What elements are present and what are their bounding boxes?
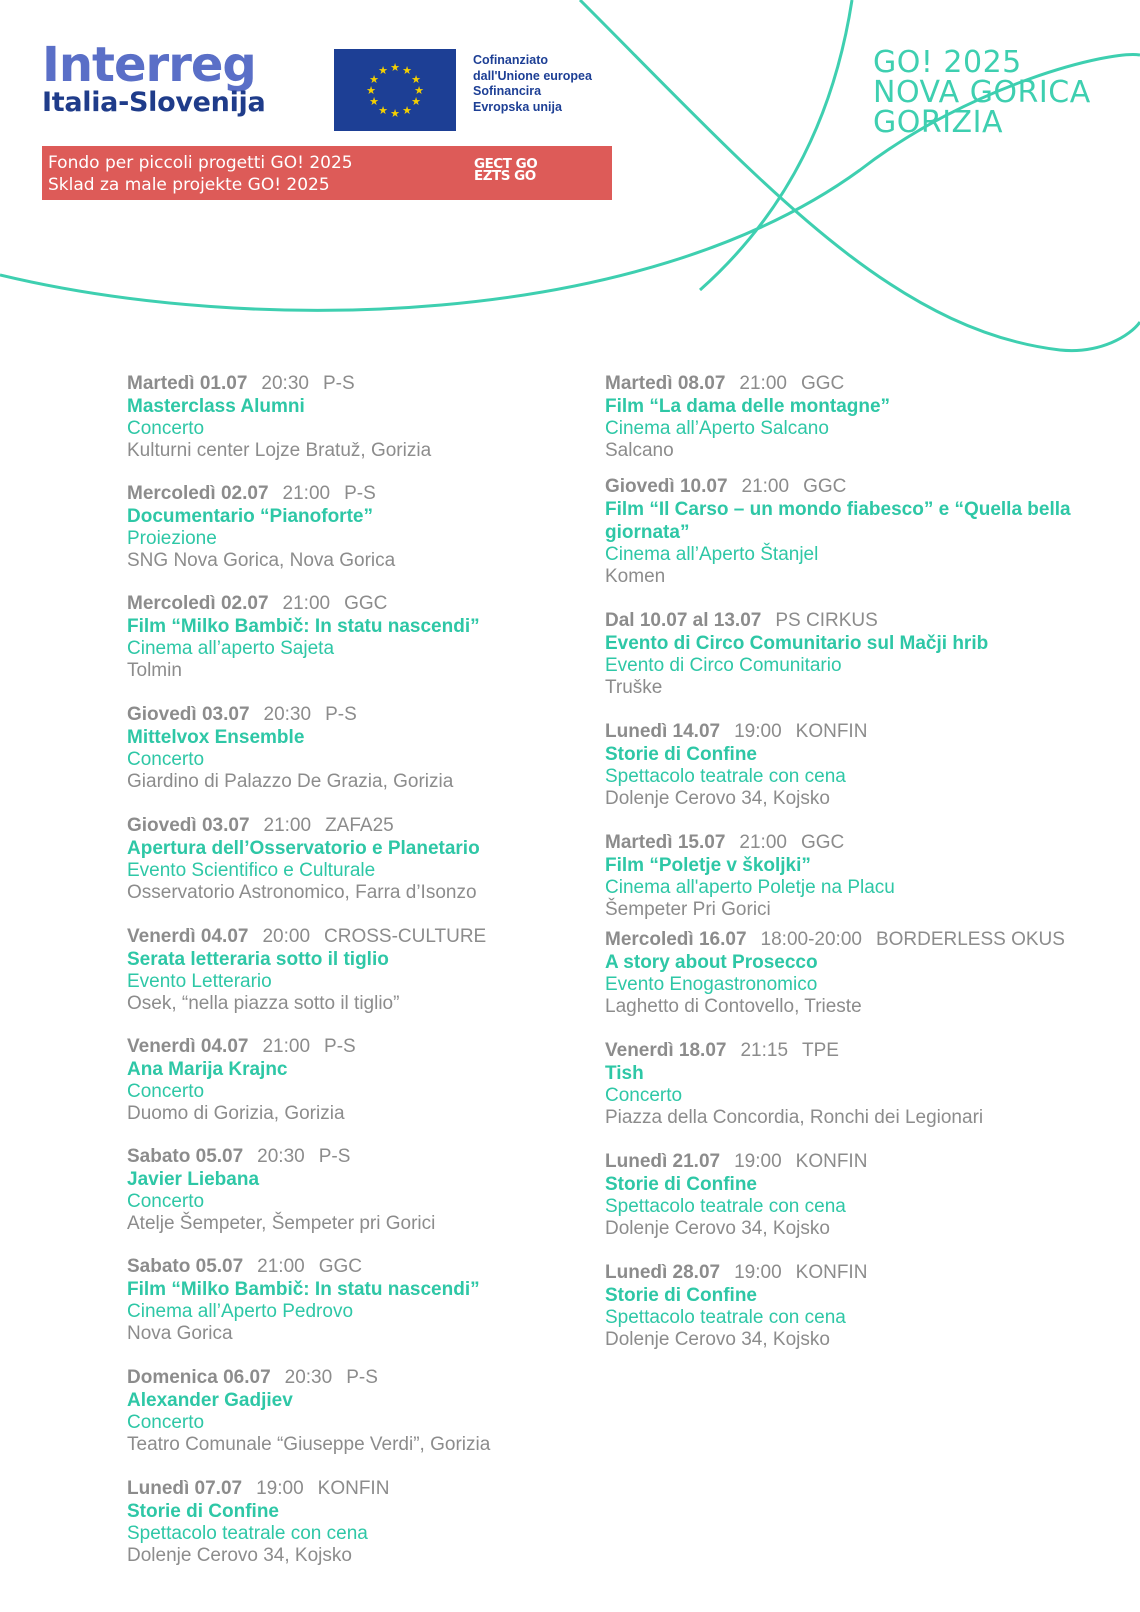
event-meta bbox=[605, 1040, 1105, 1062]
event-time: 21:00 bbox=[739, 373, 787, 394]
event-title: Tish bbox=[605, 1063, 644, 1084]
event-item bbox=[605, 1262, 1105, 1351]
event-date: Venerdì 04.07 bbox=[127, 1036, 249, 1057]
event-time: 21:00 bbox=[282, 593, 331, 614]
event-meta bbox=[605, 476, 1105, 498]
event-item bbox=[127, 704, 607, 793]
event-meta bbox=[127, 1036, 607, 1058]
event-code: KONFIN bbox=[317, 1478, 390, 1499]
event-title: Film “Milko Bambič: In statu nascendi” bbox=[127, 616, 480, 637]
event-code: CROSS-CULTURE bbox=[324, 926, 487, 947]
event-place: Dolenje Cerovo 34, Kojsko bbox=[605, 1329, 830, 1350]
event-place: Kulturni center Lojze Bratuž, Gorizia bbox=[127, 440, 432, 461]
event-type: Spettacolo teatrale con cena bbox=[127, 1523, 368, 1544]
event-code: P-S bbox=[318, 1146, 351, 1167]
event-item bbox=[127, 815, 607, 904]
event-date: Martedì 01.07 bbox=[127, 373, 248, 394]
event-date: Martedì 08.07 bbox=[605, 373, 726, 394]
event-place: Dolenje Cerovo 34, Kojsko bbox=[605, 788, 830, 809]
event-time: 21:00 bbox=[263, 815, 312, 836]
event-type: Concerto bbox=[127, 1081, 205, 1102]
event-item bbox=[127, 1256, 607, 1345]
event-date: Venerdì 04.07 bbox=[127, 926, 249, 947]
event-item bbox=[127, 593, 607, 682]
event-place: Šempeter Pri Gorici bbox=[605, 899, 771, 920]
event-code: KONFIN bbox=[795, 1151, 868, 1172]
event-title: Storie di Confine bbox=[605, 1174, 757, 1195]
event-title: Storie di Confine bbox=[605, 744, 757, 765]
event-item bbox=[605, 1151, 1105, 1240]
event-time: 20:30 bbox=[284, 1367, 333, 1388]
interreg-logo bbox=[42, 38, 312, 118]
event-meta bbox=[605, 1151, 1105, 1173]
event-place: Giardino di Palazzo De Grazia, Gorizia bbox=[127, 771, 454, 792]
event-date: Giovedì 03.07 bbox=[127, 704, 250, 725]
event-time: 21:00 bbox=[741, 476, 790, 497]
event-time: 19:00 bbox=[734, 721, 782, 742]
event-type: Cinema all’aperto Sajeta bbox=[127, 638, 335, 659]
event-meta bbox=[605, 373, 1105, 395]
event-item bbox=[605, 721, 1105, 810]
event-date: Sabato 05.07 bbox=[127, 1146, 244, 1167]
event-meta bbox=[605, 832, 1105, 854]
svg-text:★: ★ bbox=[411, 73, 421, 86]
event-title: Film “La dama delle montagne” bbox=[605, 396, 891, 417]
event-type: Concerto bbox=[127, 749, 205, 770]
event-meta bbox=[127, 704, 607, 726]
event-place: Duomo di Gorizia, Gorizia bbox=[127, 1103, 345, 1124]
event-item bbox=[127, 373, 607, 462]
event-date: Lunedì 14.07 bbox=[605, 721, 721, 742]
event-type: Concerto bbox=[127, 1191, 205, 1212]
event-place: Truške bbox=[605, 677, 663, 698]
events-column-right bbox=[605, 373, 1105, 1351]
event-item bbox=[605, 832, 1105, 921]
svg-text:★: ★ bbox=[411, 95, 421, 108]
event-place: Nova Gorica bbox=[127, 1323, 233, 1344]
event-time: 19:00 bbox=[256, 1478, 304, 1499]
svg-text:★: ★ bbox=[390, 61, 400, 74]
event-meta bbox=[605, 929, 1105, 951]
event-date: Lunedì 07.07 bbox=[127, 1478, 243, 1499]
event-code: P-S bbox=[325, 704, 357, 725]
event-title: Ana Marija Krajnc bbox=[127, 1059, 288, 1080]
event-item bbox=[127, 1367, 607, 1456]
event-title: Alexander Gadjiev bbox=[127, 1390, 293, 1411]
event-title: Film “Il Carso – un mondo fiabesco” e “Quella bella giornata” bbox=[605, 499, 1071, 543]
event-type: Proiezione bbox=[127, 528, 217, 549]
event-time: 20:30 bbox=[261, 373, 309, 394]
event-date: Mercoledì 02.07 bbox=[127, 483, 269, 504]
event-meta bbox=[127, 483, 607, 505]
event-date: Domenica 06.07 bbox=[127, 1367, 271, 1388]
event-date: Giovedì 10.07 bbox=[605, 476, 728, 497]
event-date: Martedì 15.07 bbox=[605, 832, 726, 853]
event-title: Serata letteraria sotto il tiglio bbox=[127, 949, 389, 970]
event-type: Evento Enogastronomico bbox=[605, 974, 818, 995]
eu-cofinancing-text: Cofinanziato dall'Unione europea Sofinancira Evropska unija bbox=[473, 53, 592, 114]
event-place: Atelje Šempeter, Šempeter pri Gorici bbox=[127, 1213, 436, 1234]
event-type: Cinema all’Aperto Štanjel bbox=[605, 544, 819, 565]
event-item bbox=[605, 373, 1105, 462]
event-time: 20:30 bbox=[263, 704, 312, 725]
event-meta bbox=[127, 1146, 607, 1168]
event-title: Storie di Confine bbox=[605, 1285, 757, 1306]
event-type: Spettacolo teatrale con cena bbox=[605, 1307, 846, 1328]
event-code: KONFIN bbox=[795, 721, 868, 742]
event-code: GGC bbox=[803, 476, 847, 497]
event-place: Dolenje Cerovo 34, Kojsko bbox=[127, 1545, 352, 1566]
event-type: Concerto bbox=[605, 1085, 683, 1106]
interreg-subtitle: Italia-Slovenija bbox=[42, 87, 266, 118]
event-date: Mercoledì 16.07 bbox=[605, 929, 747, 950]
go2025-logo: GO! 2025 NOVA GORICA GORIZIA bbox=[873, 45, 1091, 140]
event-type: Evento Scientifico e Culturale bbox=[127, 860, 376, 881]
event-date: Lunedì 28.07 bbox=[605, 1262, 721, 1283]
event-time: 18:00-20:00 bbox=[760, 929, 862, 950]
event-code: KONFIN bbox=[795, 1262, 868, 1283]
event-title: Apertura dell’Osservatorio e Planetario bbox=[127, 838, 480, 859]
event-code: P-S bbox=[346, 1367, 378, 1388]
fund-banner bbox=[42, 146, 612, 200]
event-meta bbox=[605, 610, 1105, 632]
event-date: Lunedì 21.07 bbox=[605, 1151, 721, 1172]
event-date: Venerdì 18.07 bbox=[605, 1040, 727, 1061]
event-code: GGC bbox=[800, 373, 845, 394]
event-time: 21:15 bbox=[740, 1040, 789, 1061]
event-meta bbox=[127, 815, 607, 837]
event-code: GGC bbox=[800, 832, 845, 853]
event-meta bbox=[127, 1256, 607, 1278]
event-code: PS CIRKUS bbox=[775, 610, 878, 631]
event-meta bbox=[605, 721, 1105, 743]
event-code: P-S bbox=[322, 373, 355, 394]
event-type: Evento di Circo Comunitario bbox=[605, 655, 842, 676]
svg-text:★: ★ bbox=[402, 104, 412, 117]
event-date: Giovedì 03.07 bbox=[127, 815, 250, 836]
event-time: 21:00 bbox=[282, 483, 331, 504]
event-meta bbox=[127, 1478, 607, 1500]
svg-text:★: ★ bbox=[366, 84, 376, 97]
fund-line-sl: Sklad za male projekte GO! 2025 bbox=[48, 175, 330, 195]
svg-text:★: ★ bbox=[414, 84, 424, 97]
event-place: Piazza della Concordia, Ronchi dei Legionari bbox=[605, 1107, 984, 1128]
event-meta bbox=[127, 926, 607, 948]
event-meta bbox=[127, 593, 607, 615]
event-title: Mittelvox Ensemble bbox=[127, 727, 305, 748]
interreg-brand: Interreg bbox=[42, 37, 256, 93]
svg-text:★: ★ bbox=[378, 104, 388, 117]
event-item bbox=[605, 610, 1105, 699]
event-item bbox=[605, 929, 1105, 1018]
events-column-left bbox=[127, 373, 607, 1567]
event-item bbox=[127, 926, 607, 1015]
event-place: SNG Nova Gorica, Nova Gorica bbox=[127, 550, 396, 571]
event-item bbox=[127, 483, 607, 572]
event-place: Salcano bbox=[605, 440, 674, 461]
event-time: 20:00 bbox=[262, 926, 311, 947]
event-time: 21:00 bbox=[262, 1036, 311, 1057]
event-date: Sabato 05.07 bbox=[127, 1256, 244, 1277]
event-type: Cinema all'aperto Poletje na Placu bbox=[605, 877, 895, 898]
event-code: ZAFA25 bbox=[325, 815, 394, 836]
event-time: 21:00 bbox=[739, 832, 787, 853]
svg-text:★: ★ bbox=[369, 95, 379, 108]
event-item bbox=[605, 1040, 1105, 1129]
event-item bbox=[127, 1036, 607, 1125]
event-type: Spettacolo teatrale con cena bbox=[605, 1196, 846, 1217]
event-date: Mercoledì 02.07 bbox=[127, 593, 269, 614]
event-title: Evento di Circo Comunitario sul Mačji hrib bbox=[605, 633, 989, 654]
event-meta bbox=[605, 1262, 1105, 1284]
event-type: Evento Letterario bbox=[127, 971, 272, 992]
gect-logo: GECT GO EZTS GO bbox=[474, 156, 538, 184]
svg-text:★: ★ bbox=[402, 64, 412, 77]
event-code: GGC bbox=[318, 1256, 362, 1277]
event-code: TPE bbox=[802, 1040, 839, 1061]
event-place: Osservatorio Astronomico, Farra d’Isonzo bbox=[127, 882, 477, 903]
fund-line-it: Fondo per piccoli progetti GO! 2025 bbox=[48, 153, 353, 173]
event-title: Film “Milko Bambič: In statu nascendi” bbox=[127, 1279, 480, 1300]
event-time: 20:30 bbox=[257, 1146, 305, 1167]
event-type: Cinema all’Aperto Pedrovo bbox=[127, 1301, 354, 1322]
event-item bbox=[127, 1146, 607, 1235]
event-title: A story about Prosecco bbox=[605, 952, 818, 973]
event-place: Tolmin bbox=[127, 660, 182, 681]
event-type: Concerto bbox=[127, 418, 205, 439]
event-title: Documentario “Pianoforte” bbox=[127, 506, 373, 527]
event-type: Spettacolo teatrale con cena bbox=[605, 766, 846, 787]
event-place: Dolenje Cerovo 34, Kojsko bbox=[605, 1218, 830, 1239]
eu-flag-icon bbox=[334, 49, 456, 131]
event-date: Dal 10.07 al 13.07 bbox=[605, 610, 762, 631]
svg-text:★: ★ bbox=[390, 107, 400, 120]
event-time: 19:00 bbox=[734, 1262, 782, 1283]
event-code: P-S bbox=[324, 1036, 356, 1057]
event-title: Javier Liebana bbox=[127, 1169, 260, 1190]
svg-text:★: ★ bbox=[378, 64, 388, 77]
event-place: Teatro Comunale “Giuseppe Verdi”, Gorizia bbox=[127, 1434, 491, 1455]
event-title: Storie di Confine bbox=[127, 1501, 279, 1522]
event-title: Film “Poletje v školjki” bbox=[605, 855, 811, 876]
svg-text:★: ★ bbox=[369, 73, 379, 86]
event-time: 21:00 bbox=[257, 1256, 305, 1277]
event-title: Masterclass Alumni bbox=[127, 396, 305, 417]
event-item bbox=[605, 476, 1105, 588]
event-type: Concerto bbox=[127, 1412, 205, 1433]
event-meta bbox=[127, 1367, 607, 1389]
event-place: Osek, “nella piazza sotto il tiglio” bbox=[127, 993, 400, 1014]
event-code: P-S bbox=[344, 483, 376, 504]
event-place: Laghetto di Contovello, Trieste bbox=[605, 996, 862, 1017]
event-type: Cinema all’Aperto Salcano bbox=[605, 418, 829, 439]
event-code: GGC bbox=[344, 593, 388, 614]
event-meta bbox=[127, 373, 607, 395]
event-code: BORDERLESS OKUS bbox=[875, 929, 1065, 950]
event-place: Komen bbox=[605, 566, 666, 587]
event-time: 19:00 bbox=[734, 1151, 782, 1172]
event-item bbox=[127, 1478, 607, 1567]
